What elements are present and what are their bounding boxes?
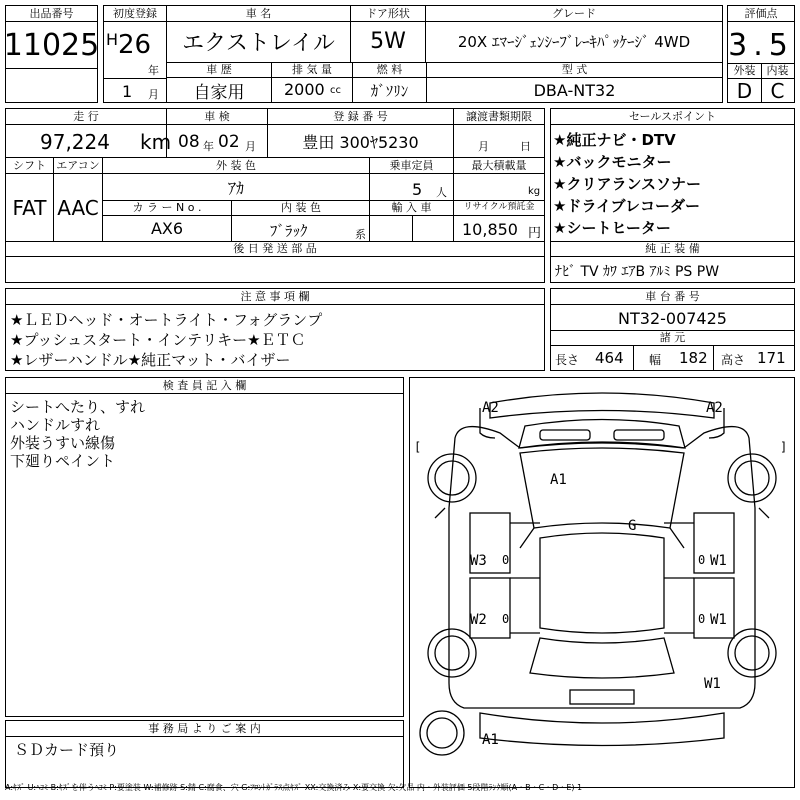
legend: A:ｷｽﾞ U:ﾍｺﾐ B:ｷｽﾞを伴うﾍｺﾐ P:要塗装 W:補修跡 S:錆 C:腐食、穴 G:ﾌﾛﾝﾄｶﾞﾗｽ点ｷｽﾞ XX:交換済み X:要交換 欠:欠品 内・外装評価 5段階ﾗﾝｸ順(A・B・C・D・E) 1: [5, 783, 583, 792]
office-text: ＳＤカード預り: [14, 741, 120, 759]
sales-item: ★ドライブレコーダー: [553, 197, 700, 215]
disp-unit: cc: [330, 85, 341, 96]
color-label: 外 装 色: [103, 158, 369, 174]
height-label: 高さ: [721, 353, 746, 367]
name-label: 車 名: [167, 6, 350, 22]
zero-mark: 0: [502, 553, 510, 567]
inspector-label: 検 査 員 記 入 欄: [6, 378, 403, 394]
door-label: ドア形状: [351, 6, 425, 22]
equip-label: 純 正 装 備: [551, 241, 794, 257]
int-score: C: [770, 79, 785, 103]
sales-label: セールスポイント: [551, 109, 794, 125]
import-label: 輸 入 車: [370, 200, 453, 216]
reg-month-unit: 月: [148, 88, 159, 101]
chassis-label: 車 台 番 号: [551, 289, 794, 305]
equipment: ﾅﾋﾞ TV ｶﾜ ｴｱB ｱﾙﾐ PS PW: [555, 264, 720, 280]
model-label: 型 式: [427, 62, 722, 78]
notes-box: [5, 288, 545, 371]
displacement: 2000: [284, 80, 325, 99]
interior-color-unit: 系: [355, 228, 366, 241]
ext-score: D: [736, 79, 753, 103]
reg-month: 1: [122, 82, 133, 101]
width: 182: [679, 349, 708, 367]
sales-item: ★バックモニター: [553, 153, 672, 171]
int-label: 内装: [761, 63, 794, 79]
width-label: 幅: [649, 353, 662, 367]
length-label: 長さ: [555, 353, 580, 367]
damage-mark: W2: [470, 612, 487, 628]
load-unit: kg: [528, 186, 541, 197]
chassis-number: NT32-007425: [618, 308, 727, 328]
fuel: ｶﾞｿﾘﾝ: [370, 81, 409, 100]
disp-label: 排 気 量: [272, 62, 352, 78]
inspector-line: ハンドルすれ: [10, 416, 101, 434]
length: 464: [595, 349, 624, 367]
inspector-line: 外装うすい線傷: [10, 434, 116, 452]
reg-era: H: [106, 30, 119, 49]
note-line: ★レザーハンドル★純正マット・バイザー: [10, 351, 291, 369]
inspect-month: 02: [218, 132, 240, 152]
note-line: ★ＬＥＤヘッド・オートライト・フォグランプ: [10, 311, 323, 329]
note-line: ★プッシュスタート・インテリキー★ＥＴＣ: [10, 331, 306, 349]
colorno-label: カ ラ ー N o .: [103, 200, 231, 216]
damage-mark: A1: [482, 732, 499, 748]
car-outline: [410, 378, 794, 787]
notes-label: 注 意 事 項 欄: [6, 289, 544, 305]
height: 171: [757, 349, 786, 367]
transfer-month: 月: [478, 140, 489, 153]
inspect-year: 08: [178, 132, 200, 152]
ext-label: 外装: [728, 63, 761, 79]
recycle-label: リサイクル預託金: [454, 200, 544, 216]
capacity: 5: [412, 180, 423, 199]
car-name: エクストレイル: [182, 30, 335, 56]
shift-label: シフト: [6, 158, 53, 174]
plate-number: 豊田 300ﾔ5230: [302, 132, 419, 152]
spec-label: 諸 元: [551, 330, 794, 346]
mileage-label: 走 行: [6, 109, 166, 125]
damage-mark: A1: [550, 472, 567, 488]
lot-box: [5, 5, 98, 103]
grade-label: グレード: [426, 6, 722, 22]
office-label: 事 務 局 よ り ご 案 内: [6, 721, 403, 737]
shift: FAT: [12, 195, 47, 220]
chassis-box: [550, 288, 795, 371]
damage-mark: G: [628, 518, 637, 534]
history: 自家用: [193, 82, 245, 103]
damage-mark: W1: [710, 553, 727, 569]
bracket: ]: [780, 440, 788, 454]
color-number: AX6: [150, 219, 184, 238]
inspector-box: [5, 377, 404, 717]
reg-year-unit: 年: [148, 64, 159, 77]
recycle-unit: 円: [528, 226, 542, 241]
fuel-label: 燃 料: [353, 62, 426, 78]
damage-mark: W3: [470, 553, 487, 569]
sales-item: ★クリアランスソナー: [553, 175, 701, 193]
office-box: [5, 720, 404, 788]
mileage: 97,224: [40, 130, 110, 154]
history-label: 車 歴: [167, 62, 271, 78]
damage-mark: W1: [704, 676, 721, 692]
model: DBA-NT32: [533, 80, 616, 100]
grade: 20X ｴﾏｰｼﾞｪﾝｼｰﾌﾞﾚｰｷﾊﾟｯｹｰｼﾞ 4WD: [457, 32, 691, 51]
lot-label: 出品番号: [6, 6, 97, 22]
inspect-label: 車 検: [167, 109, 267, 125]
load-label: 最大積載量: [454, 158, 544, 174]
transfer-label: 譲渡書類期限: [454, 109, 544, 125]
zero-mark: 0: [698, 553, 706, 567]
score-label: 評価点: [728, 6, 794, 22]
sales-box: [550, 108, 795, 283]
plate-label: 登 録 番 号: [268, 109, 453, 125]
reg-label: 初度登録: [104, 6, 166, 22]
sales-item: ★純正ナビ・DTV: [553, 131, 676, 149]
ac-label: エアコン: [54, 158, 102, 174]
bracket: [: [414, 440, 422, 454]
intcolor-label: 内 装 色: [232, 200, 370, 216]
inspect-year-unit: 年: [203, 140, 214, 153]
inspect-month-unit: 月: [245, 140, 256, 153]
later-parts-label: 後 日 発 送 部 品: [6, 241, 544, 257]
sales-item: ★シートヒーター: [553, 219, 671, 237]
damage-diagram: [409, 377, 795, 788]
score-box: [727, 5, 795, 103]
inspector-line: 下廻りペイント: [10, 452, 116, 470]
transfer-day: 日: [520, 140, 531, 153]
damage-mark: A2: [482, 400, 499, 416]
door-type: 5W: [370, 28, 406, 54]
inspector-line: シートへたり、すれ: [10, 398, 146, 416]
interior-color: ﾌﾞﾗｯｸ: [270, 222, 308, 240]
capacity-unit: 人: [436, 186, 447, 199]
mileage-unit: km: [140, 130, 172, 154]
damage-mark: W1: [710, 612, 727, 628]
recycle-fee: 10,850: [462, 220, 518, 239]
reg-year: 26: [118, 30, 152, 60]
aircon: AAC: [57, 195, 99, 220]
damage-mark: A2: [706, 400, 723, 416]
capacity-label: 乗車定員: [370, 158, 453, 174]
zero-mark: 0: [698, 612, 706, 626]
score: 3.5: [728, 27, 794, 63]
lot-number: 11025: [3, 27, 100, 63]
body-color: ｱｶ: [227, 178, 244, 198]
zero-mark: 0: [502, 612, 510, 626]
